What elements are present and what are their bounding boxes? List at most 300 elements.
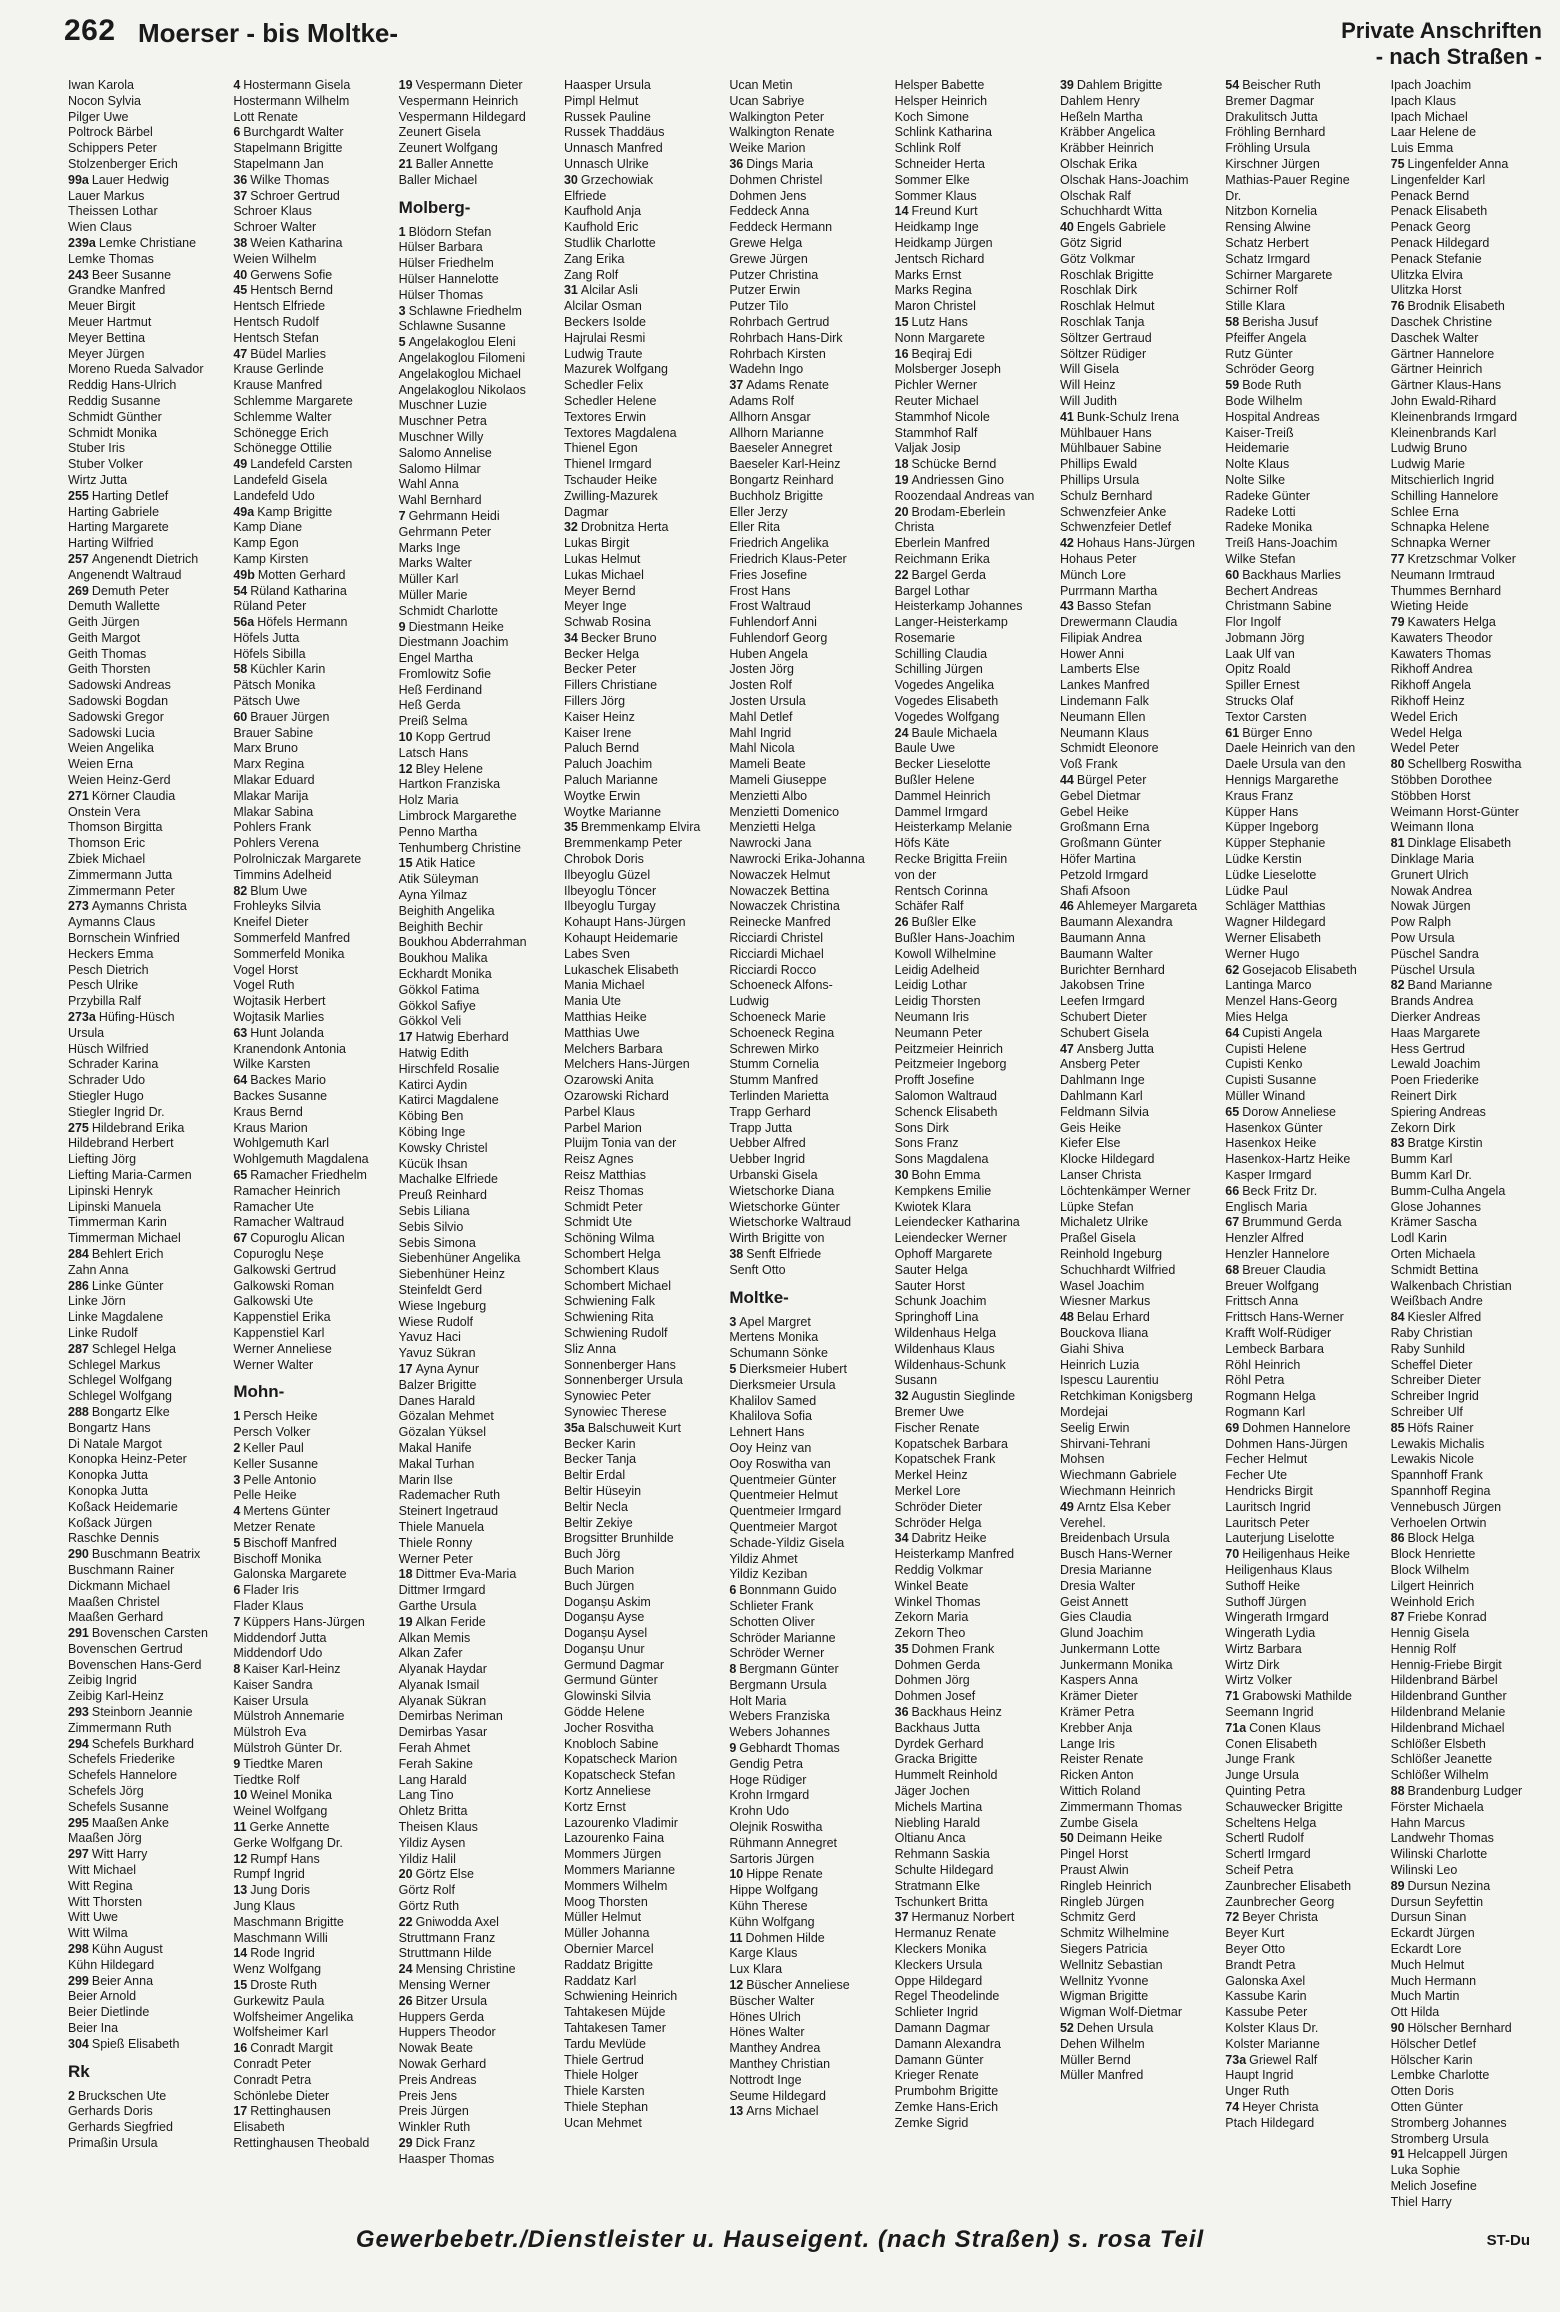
house-number: 36 (233, 172, 248, 187)
directory-entry (68, 1247, 225, 1263)
directory-entry (729, 110, 886, 126)
directory-entry (399, 1220, 556, 1236)
directory-entry (1060, 931, 1217, 947)
resident-name: Laak Ulf van (1225, 646, 1295, 661)
directory-entry (399, 1078, 556, 1094)
house-number: 22 (894, 567, 909, 582)
directory-entry (1225, 584, 1382, 600)
resident-name: Tenhumberg Christine (398, 840, 521, 855)
directory-entry (1391, 568, 1548, 584)
resident-name: Ozarowski Richard (563, 1089, 669, 1103)
resident-name: Preis Andreas (398, 2072, 477, 2087)
directory-entry (729, 362, 886, 378)
resident-name: Wolfsheimer Karl (233, 2025, 329, 2040)
resident-name: Lingenfelder Karl (1390, 172, 1486, 187)
resident-name: Helsper Heinrich (894, 93, 988, 108)
resident-name: Schmidt Charlotte (398, 603, 499, 618)
resident-name: Beer Susanne (91, 267, 172, 282)
directory-entry (1225, 1389, 1382, 1405)
directory-entry (399, 904, 556, 920)
resident-name: Weien Angelika (68, 741, 154, 756)
resident-name: Götz Volkmar (1059, 251, 1135, 266)
resident-name: Penno Martha (398, 824, 478, 839)
directory-entry (1060, 1152, 1217, 1168)
resident-name: Müller Winand (1225, 1089, 1306, 1103)
resident-name: Schilling Hannelore (1390, 488, 1499, 503)
directory-entry (399, 288, 556, 304)
directory-entry (1225, 757, 1382, 773)
directory-entry (233, 1310, 390, 1326)
directory-entry (1060, 1768, 1217, 1784)
resident-name: Wirtz Barbara (1225, 1641, 1302, 1656)
resident-name: Schlieter Ingrid (894, 2005, 979, 2020)
resident-name: Langer-Heisterkamp (894, 615, 1008, 630)
resident-name: Alkan Memis (398, 1630, 471, 1645)
directory-entry (1391, 94, 1548, 110)
resident-name: Hohaus Hans-Jürgen (1076, 536, 1195, 551)
resident-name: Geith Jürgen (68, 615, 140, 630)
directory-entry (1391, 1373, 1548, 1389)
directory-entry (729, 615, 886, 631)
resident-name: Raschke Dennis (68, 1531, 160, 1546)
directory-entry (233, 2025, 390, 2041)
resident-name: Gendig Petra (729, 1756, 803, 1771)
resident-name: Wingerath Lydia (1225, 1626, 1316, 1641)
resident-name: Block Helga (1407, 1531, 1475, 1546)
house-number: 34 (563, 630, 578, 645)
resident-name: Hildenbrand Bärbel (1390, 1673, 1498, 1688)
directory-entry (1391, 1879, 1548, 1895)
resident-name: Trapp Gerhard (729, 1104, 811, 1119)
directory-entry (1225, 1926, 1382, 1942)
directory-entry (399, 525, 556, 541)
directory-entry (399, 746, 556, 762)
resident-name: Baeseler Annegret (729, 441, 833, 456)
directory-entry (729, 836, 886, 852)
directory-entry (1391, 599, 1548, 615)
directory-entry (399, 430, 556, 446)
directory-entry (399, 1157, 556, 1173)
resident-name: Marin Ilse (398, 1472, 453, 1487)
resident-name: Putzer Erwin (729, 283, 801, 298)
directory-entry (895, 1500, 1052, 1516)
directory-entry (1391, 1847, 1548, 1863)
directory-entry (1060, 1926, 1217, 1942)
directory-entry (399, 1204, 556, 1220)
resident-name: Sons Dirk (894, 1120, 949, 1135)
resident-name: Kohaupt Heidemarie (563, 931, 678, 946)
house-number: 83 (1390, 1136, 1405, 1151)
directory-entry (564, 394, 721, 410)
resident-name: Thiele Holger (563, 2068, 639, 2083)
resident-name: Meuer Birgit (68, 299, 136, 314)
resident-name: Büdel Marlies (250, 346, 326, 361)
resident-name: Eller Rita (729, 520, 781, 535)
resident-name: Niebling Harald (894, 1815, 981, 1830)
resident-name: Stiegler Hugo (68, 1089, 144, 1103)
directory-entry (1225, 662, 1382, 678)
directory-entry (399, 1488, 556, 1504)
resident-name: Dursun Seyfettin (1390, 1894, 1484, 1909)
resident-name: Manthey Andrea (729, 2041, 821, 2056)
resident-name: Zaunbrecher Georg (1225, 1894, 1335, 1909)
house-number: 21 (398, 156, 413, 171)
directory-entry (1225, 362, 1382, 378)
directory-entry (68, 362, 225, 378)
resident-name: Reichmann Erika (894, 551, 990, 566)
resident-name: Latsch Hans (398, 745, 469, 760)
directory-entry (1225, 1737, 1382, 1753)
directory-entry (1060, 1910, 1217, 1926)
resident-name: Heisterkamp Johannes (894, 599, 1023, 614)
directory-entry (564, 1816, 721, 1832)
resident-name: Schombert Klaus (563, 1262, 660, 1277)
directory-entry (1391, 220, 1548, 236)
directory-entry (68, 1531, 225, 1547)
resident-name: Ferah Sakine (398, 1756, 474, 1771)
resident-name: Werner Hugo (1225, 946, 1300, 961)
resident-name: Schäfer Ralf (894, 899, 964, 914)
directory-entry (233, 141, 390, 157)
directory-entry (399, 1536, 556, 1552)
resident-name: Raby Sunhild (1390, 1341, 1465, 1356)
resident-name: Dahlem Brigitte (1076, 78, 1163, 92)
section-title-line1: Private Anschriften (1341, 18, 1542, 43)
directory-entry (1225, 947, 1382, 963)
directory-entry (233, 599, 390, 615)
directory-entry (399, 414, 556, 430)
directory-entry (1060, 141, 1217, 157)
directory-entry (1225, 441, 1382, 457)
resident-name: Vespermann Hildegard (398, 109, 526, 124)
directory-entry (564, 1010, 721, 1026)
directory-entry (1225, 1200, 1382, 1216)
directory-entry (564, 1421, 721, 1437)
directory-entry (233, 2104, 390, 2120)
directory-entry (564, 631, 721, 647)
house-number: 64 (1225, 1025, 1240, 1040)
resident-name: Wildenhaus Klaus (894, 1341, 995, 1356)
directory-entry (1391, 1405, 1548, 1421)
directory-entry (399, 1567, 556, 1583)
resident-name: Becker Karin (563, 1436, 636, 1451)
house-number: 287 (68, 1341, 89, 1356)
resident-name: Burchgardt Walter (243, 125, 344, 140)
resident-name: Buch Jürgen (563, 1578, 635, 1593)
directory-entry (1225, 1057, 1382, 1073)
page-number: 262 (64, 14, 116, 47)
resident-name: Onstein Vera (68, 804, 141, 819)
directory-entry (399, 1441, 556, 1457)
resident-name: Thiele Stephan (563, 2100, 649, 2114)
resident-name: Beqiraj Edi (911, 346, 972, 361)
resident-name: Landefeld Carsten (250, 457, 353, 472)
directory-entry (1225, 1089, 1382, 1105)
house-number: 64 (233, 1073, 248, 1088)
resident-name: Mommers Marianne (563, 1863, 676, 1878)
directory-entry (1391, 915, 1548, 931)
resident-name: Sommerfeld Monika (233, 946, 345, 961)
directory-entry (1391, 331, 1548, 347)
directory-entry (399, 94, 556, 110)
directory-entry (1225, 994, 1382, 1010)
resident-name: Makal Hanife (398, 1440, 472, 1455)
resident-name: Thiele Ronny (398, 1535, 473, 1550)
directory-entry (729, 1184, 886, 1200)
resident-name: Mülstroh Eva (233, 1725, 307, 1740)
resident-name: Rogmann Karl (1225, 1404, 1306, 1419)
directory-entry (1060, 1042, 1217, 1058)
resident-name: Buch Jörg (563, 1547, 621, 1562)
directory-entry (1225, 1958, 1382, 1974)
directory-entry (564, 1863, 721, 1879)
directory-entry (1225, 1184, 1382, 1200)
house-number: 293 (68, 1705, 89, 1720)
directory-entry (233, 1757, 390, 1773)
directory-entry (729, 204, 886, 220)
directory-entry (564, 1974, 721, 1990)
resident-name: Karge Klaus (729, 1946, 798, 1961)
directory-entry (1225, 489, 1382, 505)
resident-name: Gies Claudia (1059, 1610, 1132, 1625)
resident-name: Baule Michaela (911, 725, 998, 740)
directory-entry (399, 1631, 556, 1647)
directory-entry (399, 1773, 556, 1789)
resident-name: Zwilling-Mazurek (563, 488, 658, 503)
directory-entry (399, 604, 556, 620)
resident-name: Webers Franziska (729, 1709, 830, 1724)
directory-entry (1060, 1863, 1217, 1879)
resident-name: Luis Emma (1390, 141, 1454, 156)
directory-entry (895, 1484, 1052, 1500)
resident-name: Germund Dagmar (563, 1657, 665, 1672)
resident-name: Cupisti Helene (1225, 1041, 1307, 1056)
directory-entry (233, 1994, 390, 2010)
directory-entry (399, 1867, 556, 1883)
directory-entry (233, 505, 390, 521)
directory-entry (1391, 931, 1548, 947)
resident-name: Hohaus Peter (1059, 551, 1137, 566)
directory-entry (399, 2089, 556, 2105)
directory-entry (233, 631, 390, 647)
resident-name: Quinting Petra (1225, 1784, 1306, 1799)
resident-name: Mertens Günter (243, 1504, 331, 1519)
directory-entry (233, 1089, 390, 1105)
resident-name: Glowinski Silvia (563, 1689, 651, 1704)
directory-entry (895, 1989, 1052, 2005)
resident-name: Hower Anni (1059, 646, 1124, 661)
directory-entry (895, 1358, 1052, 1374)
resident-name: Huben Angela (729, 646, 808, 661)
directory-entry (1225, 694, 1382, 710)
directory-entry (399, 1931, 556, 1947)
directory-entry (399, 1378, 556, 1394)
resident-name: Allhorn Ansgar (729, 409, 811, 424)
resident-name: Preiß Selma (398, 714, 468, 729)
resident-name: Pfeiffer Angela (1225, 330, 1307, 345)
directory-entry (399, 1836, 556, 1852)
resident-name: Behlert Erich (91, 1246, 164, 1261)
resident-name: Timmins Adelheid (233, 867, 332, 882)
directory-entry (895, 1421, 1052, 1437)
directory-entry (564, 726, 721, 742)
directory-entry (729, 710, 886, 726)
directory-entry (1060, 236, 1217, 252)
resident-name: Brands Andrea (1390, 994, 1474, 1009)
directory-entry (1391, 1516, 1548, 1532)
resident-name: Dursun Sinan (1390, 1910, 1467, 1925)
resident-name: Bovenschen Hans-Gerd (68, 1657, 202, 1672)
directory-entry (1225, 457, 1382, 473)
resident-name: Zimmermann Ruth (68, 1720, 172, 1735)
resident-name: Küchler Karin (250, 662, 326, 677)
directory-entry (233, 536, 390, 552)
directory-entry (68, 505, 225, 521)
resident-name: Much Helmut (1390, 1957, 1465, 1972)
resident-name: Baule Uwe (894, 741, 956, 756)
directory-entry (1225, 631, 1382, 647)
directory-entry (564, 868, 721, 884)
resident-name: Kortz Ernst (563, 1799, 626, 1814)
resident-name: Adams Renate (746, 378, 829, 393)
directory-entry (233, 125, 390, 141)
resident-name: Leidig Thorsten (894, 994, 981, 1009)
resident-name: Yavuz Sükran (398, 1346, 476, 1361)
directory-entry (1060, 2037, 1217, 2053)
directory-entry (399, 777, 556, 793)
resident-name: Hirschfeld Rosalie (398, 1061, 500, 1076)
resident-name: Lukas Helmut (563, 551, 641, 566)
resident-name: Menzietti Domenico (729, 804, 840, 819)
resident-name: Hermanuz Norbert (911, 1910, 1015, 1925)
directory-entry (895, 362, 1052, 378)
directory-entry (895, 1863, 1052, 1879)
directory-entry (68, 1263, 225, 1279)
house-number: 299 (68, 1973, 89, 1988)
directory-entry (233, 789, 390, 805)
directory-entry (564, 1942, 721, 1958)
street-heading: Mohn- (233, 1382, 285, 1402)
resident-name: Leiendecker Katharina (894, 1215, 1020, 1230)
resident-name: Ramacher Heinrich (233, 1183, 341, 1198)
directory-entry (1391, 994, 1548, 1010)
directory-entry (233, 1263, 390, 1279)
resident-name: Woytke Marianne (563, 804, 662, 819)
directory-entry (68, 331, 225, 347)
directory-entry (729, 647, 886, 663)
directory-entry (729, 1121, 886, 1137)
directory-entry (399, 983, 556, 999)
directory-entry (233, 1599, 390, 1615)
resident-name: Schönegge Erich (233, 425, 329, 440)
resident-name: Ringleb Jürgen (1059, 1894, 1145, 1909)
directory-entry (729, 757, 886, 773)
directory-entry (233, 2073, 390, 2089)
directory-entry (564, 1152, 721, 1168)
directory-entry (564, 2084, 721, 2100)
resident-name: Schroer Klaus (233, 204, 312, 219)
directory-entry (1225, 1752, 1382, 1768)
house-number: 10 (233, 1788, 248, 1803)
directory-entry (233, 1152, 390, 1168)
house-number: 49a (233, 504, 255, 519)
resident-name: Zbiek Michael (68, 852, 146, 867)
resident-name: Bremmenkamp Peter (563, 836, 683, 851)
resident-name: Elfriede (563, 188, 607, 203)
house-number: 35 (563, 820, 578, 835)
directory-entry (895, 994, 1052, 1010)
directory-entry (564, 410, 721, 426)
directory-entry (895, 915, 1052, 931)
resident-name: Preuß Reinhard (398, 1188, 487, 1203)
resident-name: Mameli Beate (729, 757, 806, 772)
resident-name: Werner Walter (233, 1357, 314, 1372)
resident-name: Will Heinz (1059, 378, 1116, 393)
directory-entry (233, 899, 390, 915)
directory-entry (68, 710, 225, 726)
directory-entry (399, 841, 556, 857)
directory-entry (729, 173, 886, 189)
house-number: 60 (233, 709, 248, 724)
directory-entry (68, 694, 225, 710)
resident-name: Koch Simone (894, 109, 969, 124)
resident-name: Mertens Monika (729, 1330, 819, 1345)
resident-name: Wojtasik Marlies (233, 1010, 325, 1025)
directory-entry (1225, 647, 1382, 663)
resident-name: Blödorn Stefan (408, 224, 492, 239)
resident-name: Gökkol Safiye (398, 998, 476, 1013)
directory-entry (1060, 710, 1217, 726)
directory-entry (1225, 2053, 1382, 2069)
resident-name: Mahl Ingrid (729, 725, 792, 740)
directory-entry (564, 615, 721, 631)
resident-name: Söltzer Rüdiger (1059, 346, 1147, 361)
resident-name: Feldmann Silvia (1059, 1104, 1149, 1119)
street-heading: Molberg- (398, 197, 471, 217)
directory-entry (233, 1073, 390, 1089)
resident-name: Schlegel Wolfgang (68, 1389, 173, 1404)
resident-name: Baumann Anna (1059, 931, 1146, 946)
directory-entry (68, 726, 225, 742)
directory-entry (564, 157, 721, 173)
directory-entry (68, 94, 225, 110)
resident-name: Schreiber Dieter (1390, 1373, 1481, 1388)
directory-entry (68, 473, 225, 489)
resident-name: Baller Annette (415, 156, 494, 171)
resident-name: Heisterkamp Manfred (894, 1547, 1015, 1562)
resident-name: Bruckschen Ute (77, 2088, 167, 2103)
directory-entry (399, 1804, 556, 1820)
directory-entry (233, 347, 390, 363)
resident-name: Merkel Lore (894, 1483, 961, 1498)
directory-entry (729, 2104, 886, 2120)
resident-name: Bonnmann Guido (739, 1583, 837, 1598)
resident-name: Dammel Heinrich (894, 788, 991, 803)
house-number: 32 (894, 1389, 909, 1404)
directory-entry (1225, 1610, 1382, 1626)
directory-entry (233, 615, 390, 631)
house-number: 86 (1390, 1531, 1405, 1546)
directory-entry (399, 1093, 556, 1109)
resident-name: Rensing Alwine (1225, 220, 1311, 235)
house-number: 38 (233, 235, 248, 250)
resident-name: Fillers Christiane (563, 678, 658, 693)
directory-entry (1060, 789, 1217, 805)
resident-name: Krebber Anja (1059, 1720, 1133, 1735)
resident-name: Otten Doris (1390, 2084, 1454, 2099)
resident-name: Demuth Wallette (68, 599, 160, 614)
resident-name: Wedel Helga (1390, 725, 1462, 740)
